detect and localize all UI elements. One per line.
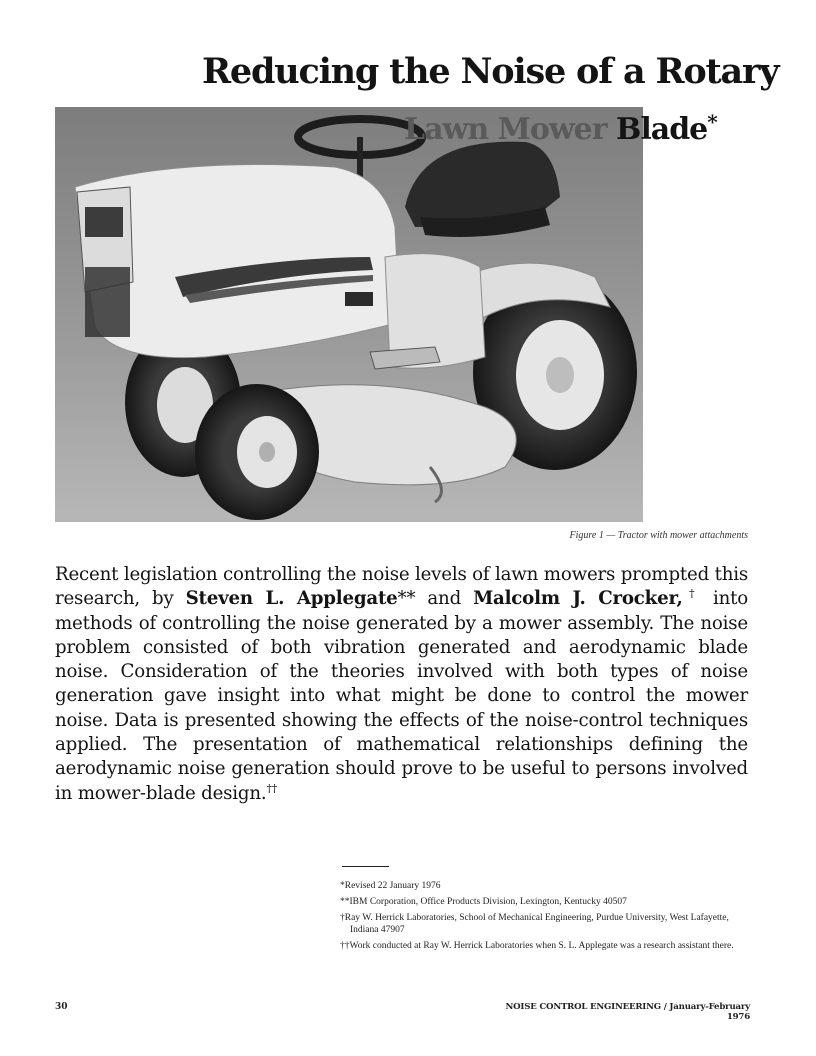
page-number: 30 <box>55 1002 68 1012</box>
author-1: Steven L. Applegate <box>185 588 398 610</box>
abstract-text-2: and <box>415 588 474 610</box>
abstract <box>55 563 748 806</box>
abstract-text-1: Recent legislation controlling the noise levels of lawn mowers prompted this research, by <box>55 564 748 610</box>
tractor-illustration <box>55 107 643 522</box>
title-blade: Blade <box>616 112 708 147</box>
footnote-rule <box>342 866 389 867</box>
footnote-herrick: †Ray W. Herrick Laboratories, School of Mechanical Engineering, Purdue University, West Lafayette, Indiana 47907 <box>340 913 729 935</box>
author-2-mark: † <box>682 587 701 601</box>
abstract-text-3: into methods of controlling the noise generated by a mower assembly. The noise problem consisted of both vibration generated and aerodynamic blade noise. Consideration of the theories involved with both types of noise generation gave insight into what might be done to control the mower noise. Data is presented showing the effects of the noise-control techniques applied. The presentation of mathematical relationships defining the aerodynamic noise generation should prove to be useful to persons involved in mower-blade design. <box>55 588 748 804</box>
figure-caption: Figure 1 — Tractor with mower attachments <box>569 530 748 541</box>
title-lawn-mower: Lawn Mower <box>404 112 616 147</box>
author-1-mark: ** <box>397 588 416 610</box>
footnote-work: ††Work conducted at Ray W. Herrick Laboratories when S. L. Applegate was a research assistant there. <box>340 941 734 951</box>
journal-footer: NOISE CONTROL ENGINEERING / January-February 1976 <box>505 1002 750 1022</box>
footnote-revised: *Revised 22 January 1976 <box>340 881 441 891</box>
abstract-end-mark: †† <box>266 781 278 795</box>
author-2: Malcolm J. Crocker, <box>473 588 683 610</box>
footnote-ibm: **IBM Corporation, Office Products Division, Lexington, Kentucky 40507 <box>340 897 627 907</box>
footnotes <box>340 880 750 956</box>
article-title-line-2 <box>404 112 717 145</box>
title-footnote-mark: * <box>707 110 717 134</box>
tractor-photo <box>55 107 643 522</box>
article-title: Reducing the Noise of a Rotary <box>202 51 779 92</box>
